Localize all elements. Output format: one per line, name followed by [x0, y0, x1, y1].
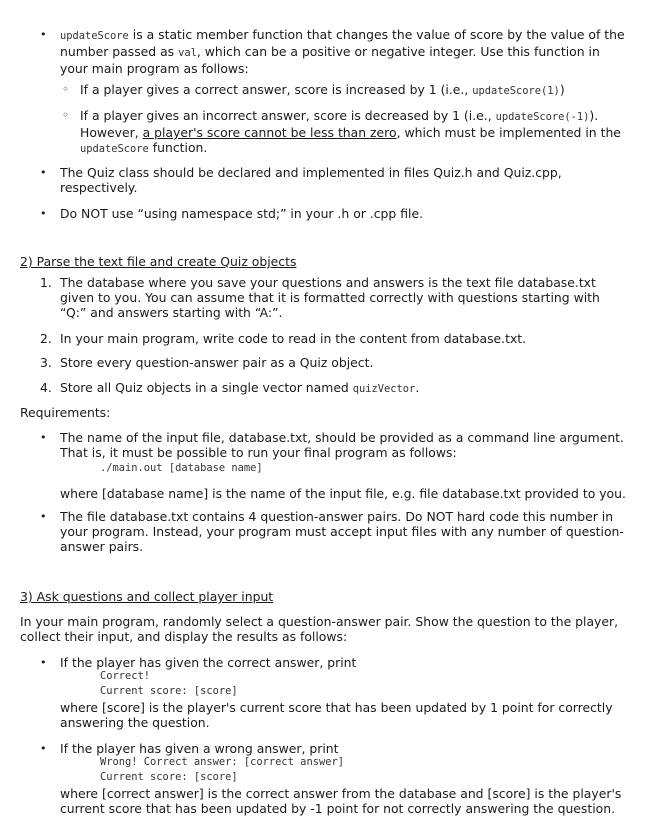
- bullet-icon: •: [40, 431, 47, 444]
- update-score-text: updateScore is a static member function that changes the value of score by the value of the number passed as val, which can be a positive or negative integer. Use this function in your main program as follows:: [60, 27, 625, 76]
- req-command-line-after: where [database name] is the name of the input file, e.g. file database.txt provided to you.: [60, 486, 626, 501]
- req-no-hardcode: • The file database.txt contains 4 question-answer pairs. Do NOT hard code this number in your program. Instead, your program must accept input files with any number of question-answer pairs.: [40, 509, 624, 554]
- section2-heading: 2) Parse the text file and create Quiz objects: [20, 254, 297, 269]
- step-3: 3. Store every question-answer pair as a Quiz object.: [40, 355, 374, 370]
- section3-intro: In your main program, randomly select a question-answer pair. Show the question to the player, collect their input, and display the results as follows:: [20, 614, 619, 644]
- bullet-correct-answer: • If the player has given the correct answer, print: [40, 655, 357, 670]
- step-1: 1. The database where you save your questions and answers is the text file database.txt given to you. You can assume that it is formatted correctly with questions starting with “Q:” and answers starting with “A:”.: [40, 275, 600, 320]
- correct-code-line1: Correct!: [100, 670, 151, 682]
- sub-bullet-correct: ◦ If a player gives a correct answer, score is increased by 1 (i.e., updateScore(1)): [62, 82, 565, 97]
- circle-bullet-icon: ◦: [62, 108, 70, 122]
- bullet-icon: •: [40, 742, 47, 755]
- bullet-quiz-class: • The Quiz class should be declared and implemented in files Quiz.h and Quiz.cpp, respectively.: [40, 165, 562, 195]
- bullet-update-score: [40, 27, 630, 76]
- bullet-icon: •: [40, 207, 47, 220]
- sub-bullet-incorrect: ◦ If a player gives an incorrect answer, score is decreased by 1 (i.e., updateScore(-1)). However, a player's score cannot be less than zero, which must be implemented in the updateScore function.: [62, 108, 621, 155]
- correct-code-line2: Current score: [score]: [100, 685, 238, 697]
- wrong-code-line1: Wrong! Correct answer: [correct answer]: [100, 756, 344, 768]
- correct-after-text: where [score] is the player's current score that has been updated by 1 point for correctly answering the question.: [60, 700, 613, 730]
- bullet-icon: •: [40, 28, 47, 41]
- bullet-no-namespace: • Do NOT use “using namespace std;” in your .h or .cpp file.: [40, 206, 424, 221]
- bullet-icon: •: [40, 656, 47, 669]
- bullet-wrong-answer: • If the player has given a wrong answer, print: [40, 741, 339, 756]
- bullet-icon: •: [40, 166, 47, 179]
- step-4: 4. Store all Quiz objects in a single vector named quizVector.: [40, 380, 420, 395]
- section3-heading: 3) Ask questions and collect player input: [20, 589, 274, 604]
- circle-bullet-icon: ◦: [62, 82, 70, 96]
- requirements-label: Requirements:: [20, 405, 111, 420]
- underlined-rule: a player's score cannot be less than zero: [142, 125, 397, 140]
- step-2: 2. In your main program, write code to read in the content from database.txt.: [40, 331, 527, 346]
- req-command-line: • The name of the input file, database.txt, should be provided as a command line argument. That is, it must be possible to run your final program as follows:: [40, 430, 624, 460]
- command-line-code: ./main.out [database name]: [100, 462, 263, 474]
- bullet-icon: •: [40, 510, 47, 523]
- wrong-code-line2: Current score: [score]: [100, 771, 238, 783]
- wrong-after-text: where [correct answer] is the correct answer from the database and [score] is the player's current score that has been updated by -1 point for not correctly answering the question.: [60, 786, 622, 816]
